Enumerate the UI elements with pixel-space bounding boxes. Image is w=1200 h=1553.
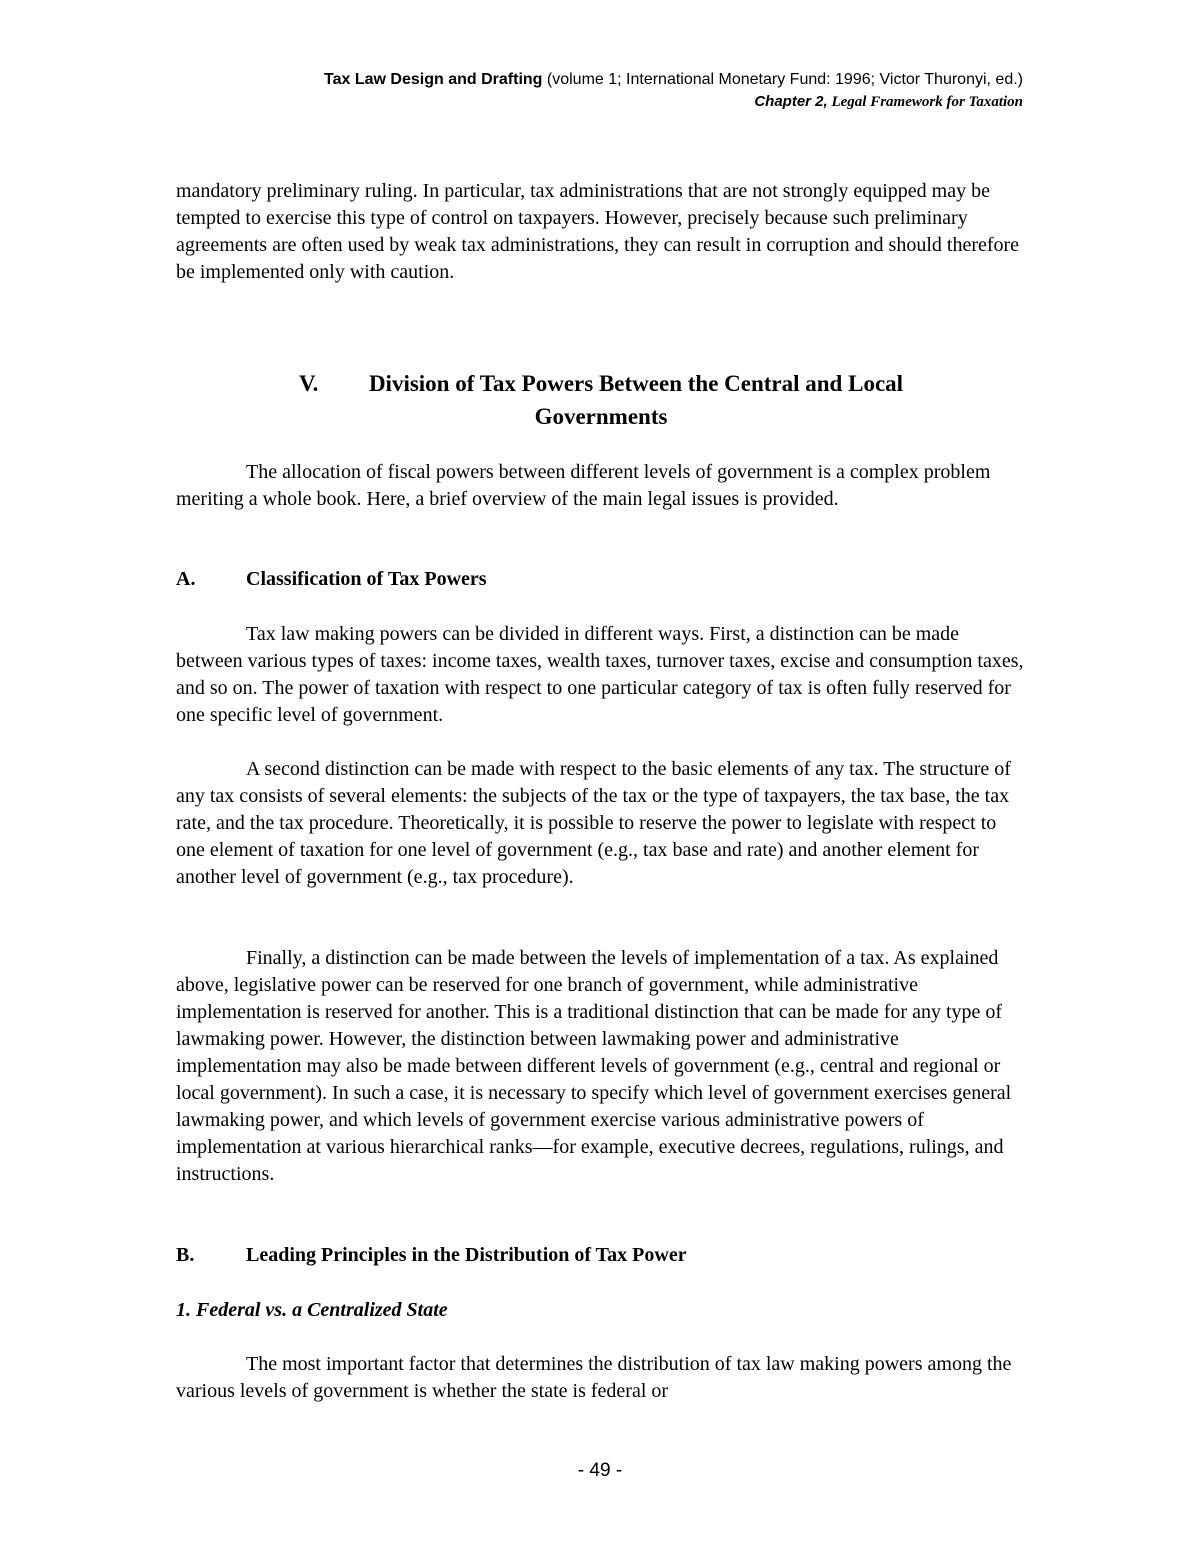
book-details: (volume 1; International Monetary Fund: 1996; Victor Thuronyi, ed.): [542, 71, 1023, 88]
paragraph-elements: A second distinction can be made with respect to the basic elements of any tax. The structure of any tax consists of several elements: the subjects of the tax or the type of taxpayers, the tax base, the tax rate, and the tax procedure. Theoretically, it is possible to reserve the power to legislate with respect to one element of taxation for one level of government (e.g., tax base and rate) and another element for another level of government (e.g., tax procedure).: [176, 758, 1011, 888]
running-header-chapter: [754, 93, 1023, 111]
subsection-a-title: Classification of Tax Powers: [246, 568, 487, 590]
paragraph-classification: Tax law making powers can be divided in different ways. First, a distinction can be made between various types of taxes: income taxes, wealth taxes, turnover taxes, excise and consumption taxes, and so on. The power of taxation with respect to one particular category of tax is often fully reserved for one specific level of government.: [176, 623, 1024, 726]
paragraph-continuation: mandatory preliminary ruling. In particular, tax administrations that are not strongly equipped may be tempted to exercise this type of control on taxpayers. However, precisely because such preliminary agreements are often used by weak tax administrations, they can result in corruption and should therefore be implemented only with caution.: [176, 180, 1020, 283]
subsection-a-heading: [176, 566, 1026, 593]
running-header-book: [324, 71, 1023, 89]
book-title: Tax Law Design and Drafting: [324, 71, 543, 88]
subsection-a-number: A.: [176, 568, 196, 590]
subsection-b-title: Leading Principles in the Distribution of Tax Power: [246, 1244, 687, 1266]
page-number: - 49 -: [577, 1460, 623, 1481]
paragraph-implementation: Finally, a distinction can be made between the levels of implementation of a tax. As explained above, legislative power can be reserved for one branch of government, while administrative implementation is reserved for another. This is a traditional distinction that can be made for any type of lawmaking power. However, the distinction between lawmaking power and administrative implementation may also be made between different levels of government (e.g., central and regional or local government). In such a case, it is necessary to specify which level of government exercises general lawmaking power, and which levels of government exercise various administrative powers of implementation at various hierarchical ranks—for example, executive decrees, regulations, rulings, and instructions.: [176, 947, 1012, 1185]
subsection-b-heading: [176, 1242, 1026, 1269]
subsection-1-heading: 1. Federal vs. a Centralized State: [176, 1299, 448, 1321]
section-v-number: V.: [298, 371, 319, 396]
paragraph-allocation: The allocation of fiscal powers between different levels of government is a complex problem meriting a whole book. Here, a brief overview of the main legal issues is provided.: [176, 461, 991, 510]
chapter-title: Legal Framework for Taxation: [827, 94, 1023, 110]
section-v-title-line2: Governments: [534, 404, 668, 429]
section-v-title-line1: Division of Tax Powers Between the Central and Local: [368, 371, 904, 396]
chapter-label: Chapter 2,: [754, 93, 828, 110]
subsection-b-number: B.: [176, 1244, 195, 1266]
paragraph-federal: The most important factor that determines the distribution of tax law making powers among the various levels of government is whether the state is federal or: [176, 1353, 1012, 1402]
section-v-heading: [176, 367, 1026, 433]
